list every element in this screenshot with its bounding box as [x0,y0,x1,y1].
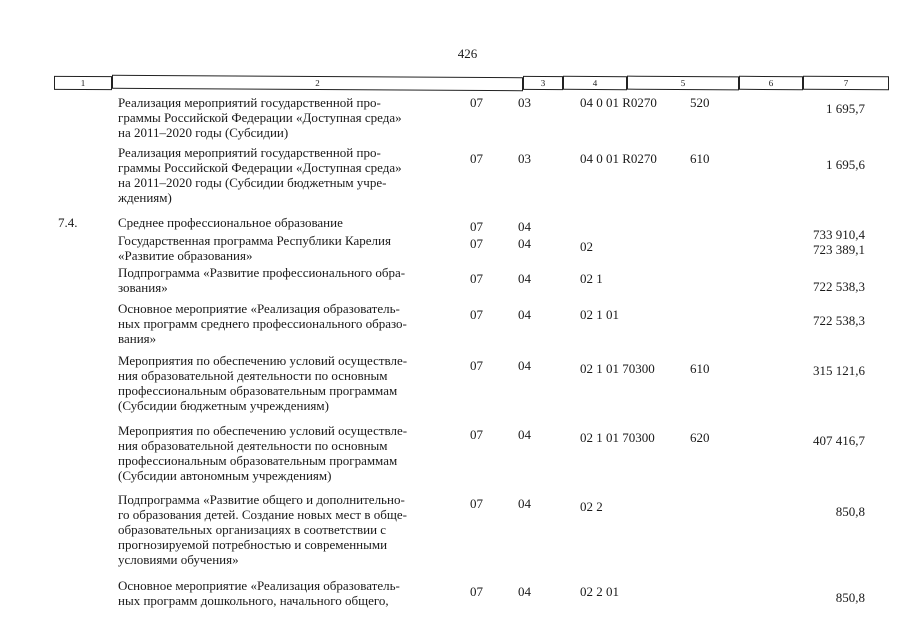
row-csr: 04 0 01 R0270 [580,151,657,166]
row-sum: 407 416,7 [813,433,865,448]
row-csr: 02 1 01 [580,307,619,322]
row-csr: 02 1 01 70300 [580,361,655,376]
header-col-7: 7 [803,76,889,91]
row-text-line: ждениям) [118,190,172,205]
row-sum: 1 695,7 [826,101,865,116]
row-text-line: го образования детей. Создание новых мест в обще- [118,507,407,522]
row-sum: 1 695,6 [826,157,865,172]
row-pr: 04 [518,307,531,322]
row-sum: 850,8 [835,590,865,605]
row-vr: 610 [690,361,710,376]
row-rz: 07 [470,151,483,166]
row-pr: 04 [518,584,531,599]
row-csr: 02 [580,239,593,254]
row-description [118,578,460,608]
row-sum: 733 910,4 [813,227,865,242]
row-csr: 02 2 [580,499,603,514]
row-text-line: граммы Российской Федерации «Доступная среда» [118,160,402,175]
row-text-line: Мероприятия по обеспечению условий осуществле- [118,353,408,368]
row-rz: 07 [470,427,483,442]
row-text-line: образовательных организациях в соответствии с [118,522,387,537]
row-rz: 07 [470,358,483,373]
row-text-line: на 2011–2020 годы (Субсидии) [118,125,289,140]
header-col-5: 5 [627,76,739,91]
row-description [118,423,460,483]
header-col-1: 1 [54,76,112,90]
header-col-4: 4 [563,76,627,90]
row-csr: 04 0 01 R0270 [580,95,657,110]
row-text-line: (Субсидии автономным учреждениям) [118,468,332,483]
row-pr: 04 [518,271,531,286]
row-sum: 315 121,6 [813,363,865,378]
row-pr: 04 [518,496,531,511]
row-rz: 07 [470,307,483,322]
page-number: 426 [457,46,478,61]
row-description [118,265,460,295]
row-rz: 07 [470,271,483,286]
row-vr: 520 [690,95,710,110]
row-text-line: ных программ дошкольного, начального общего, [118,593,389,608]
row-text-line: Государственная программа Республики Карелия [118,233,391,248]
row-description [118,233,460,263]
row-text-line: Основное мероприятие «Реализация образователь- [118,578,400,593]
row-text-line: вания» [118,331,157,346]
row-rz: 07 [470,496,483,511]
row-pr: 03 [518,151,531,166]
row-text-line: Реализация мероприятий государственной про- [118,145,381,160]
row-sum: 722 538,3 [813,279,865,294]
row-vr: 610 [690,151,710,166]
header-col-2: 2 [112,75,523,92]
row-rz: 07 [470,95,483,110]
row-pr: 04 [518,427,531,442]
row-pr: 03 [518,95,531,110]
row-description [118,492,460,567]
row-text-line: на 2011–2020 годы (Субсидии бюджетным учре- [118,175,387,190]
row-text-line: профессиональным образовательным программам [118,383,398,398]
row-text-line: «Развитие образования» [118,248,253,263]
row-vr: 620 [690,430,710,445]
row-text-line: (Субсидии бюджетным учреждениям) [118,398,329,413]
row-text-line: Мероприятия по обеспечению условий осуществле- [118,423,408,438]
row-text-line: ния образовательной деятельности по основным [118,438,388,453]
row-pr: 04 [518,219,531,234]
row-sum: 722 538,3 [813,313,865,328]
row-text-line: граммы Российской Федерации «Доступная среда» [118,110,402,125]
row-description [118,353,460,413]
row-rz: 07 [470,236,483,251]
row-text-line: Подпрограмма «Развитие общего и дополнительно- [118,492,405,507]
row-text-line: профессиональным образовательным программам [118,453,398,468]
row-text-line: ния образовательной деятельности по основным [118,368,388,383]
row-number: 7.4. [58,215,78,230]
table-header [54,76,889,90]
row-csr: 02 1 [580,271,603,286]
row-rz: 07 [470,584,483,599]
row-sum: 850,8 [835,504,865,519]
row-text-line: ных программ среднего профессионального образо- [118,316,407,331]
row-description [118,95,460,140]
row-text-line: зования» [118,280,168,295]
row-pr: 04 [518,236,531,251]
row-sum: 723 389,1 [813,242,865,257]
row-description [118,301,460,346]
row-rz: 07 [470,219,483,234]
row-text-line: Реализация мероприятий государственной про- [118,95,381,110]
row-description [118,145,460,205]
row-text-line: прогнозируемой потребностью и современными [118,537,388,552]
row-text-line: условиями обучения» [118,552,239,567]
row-csr: 02 1 01 70300 [580,430,655,445]
row-pr: 04 [518,358,531,373]
header-col-6: 6 [739,76,803,90]
row-text-line: Среднее профессиональное образование [118,215,343,230]
row-text-line: Подпрограмма «Развитие профессионального обра- [118,265,406,280]
row-text-line: Основное мероприятие «Реализация образователь- [118,301,400,316]
header-col-3: 3 [523,76,563,90]
row-description [118,215,460,230]
row-csr: 02 2 01 [580,584,619,599]
